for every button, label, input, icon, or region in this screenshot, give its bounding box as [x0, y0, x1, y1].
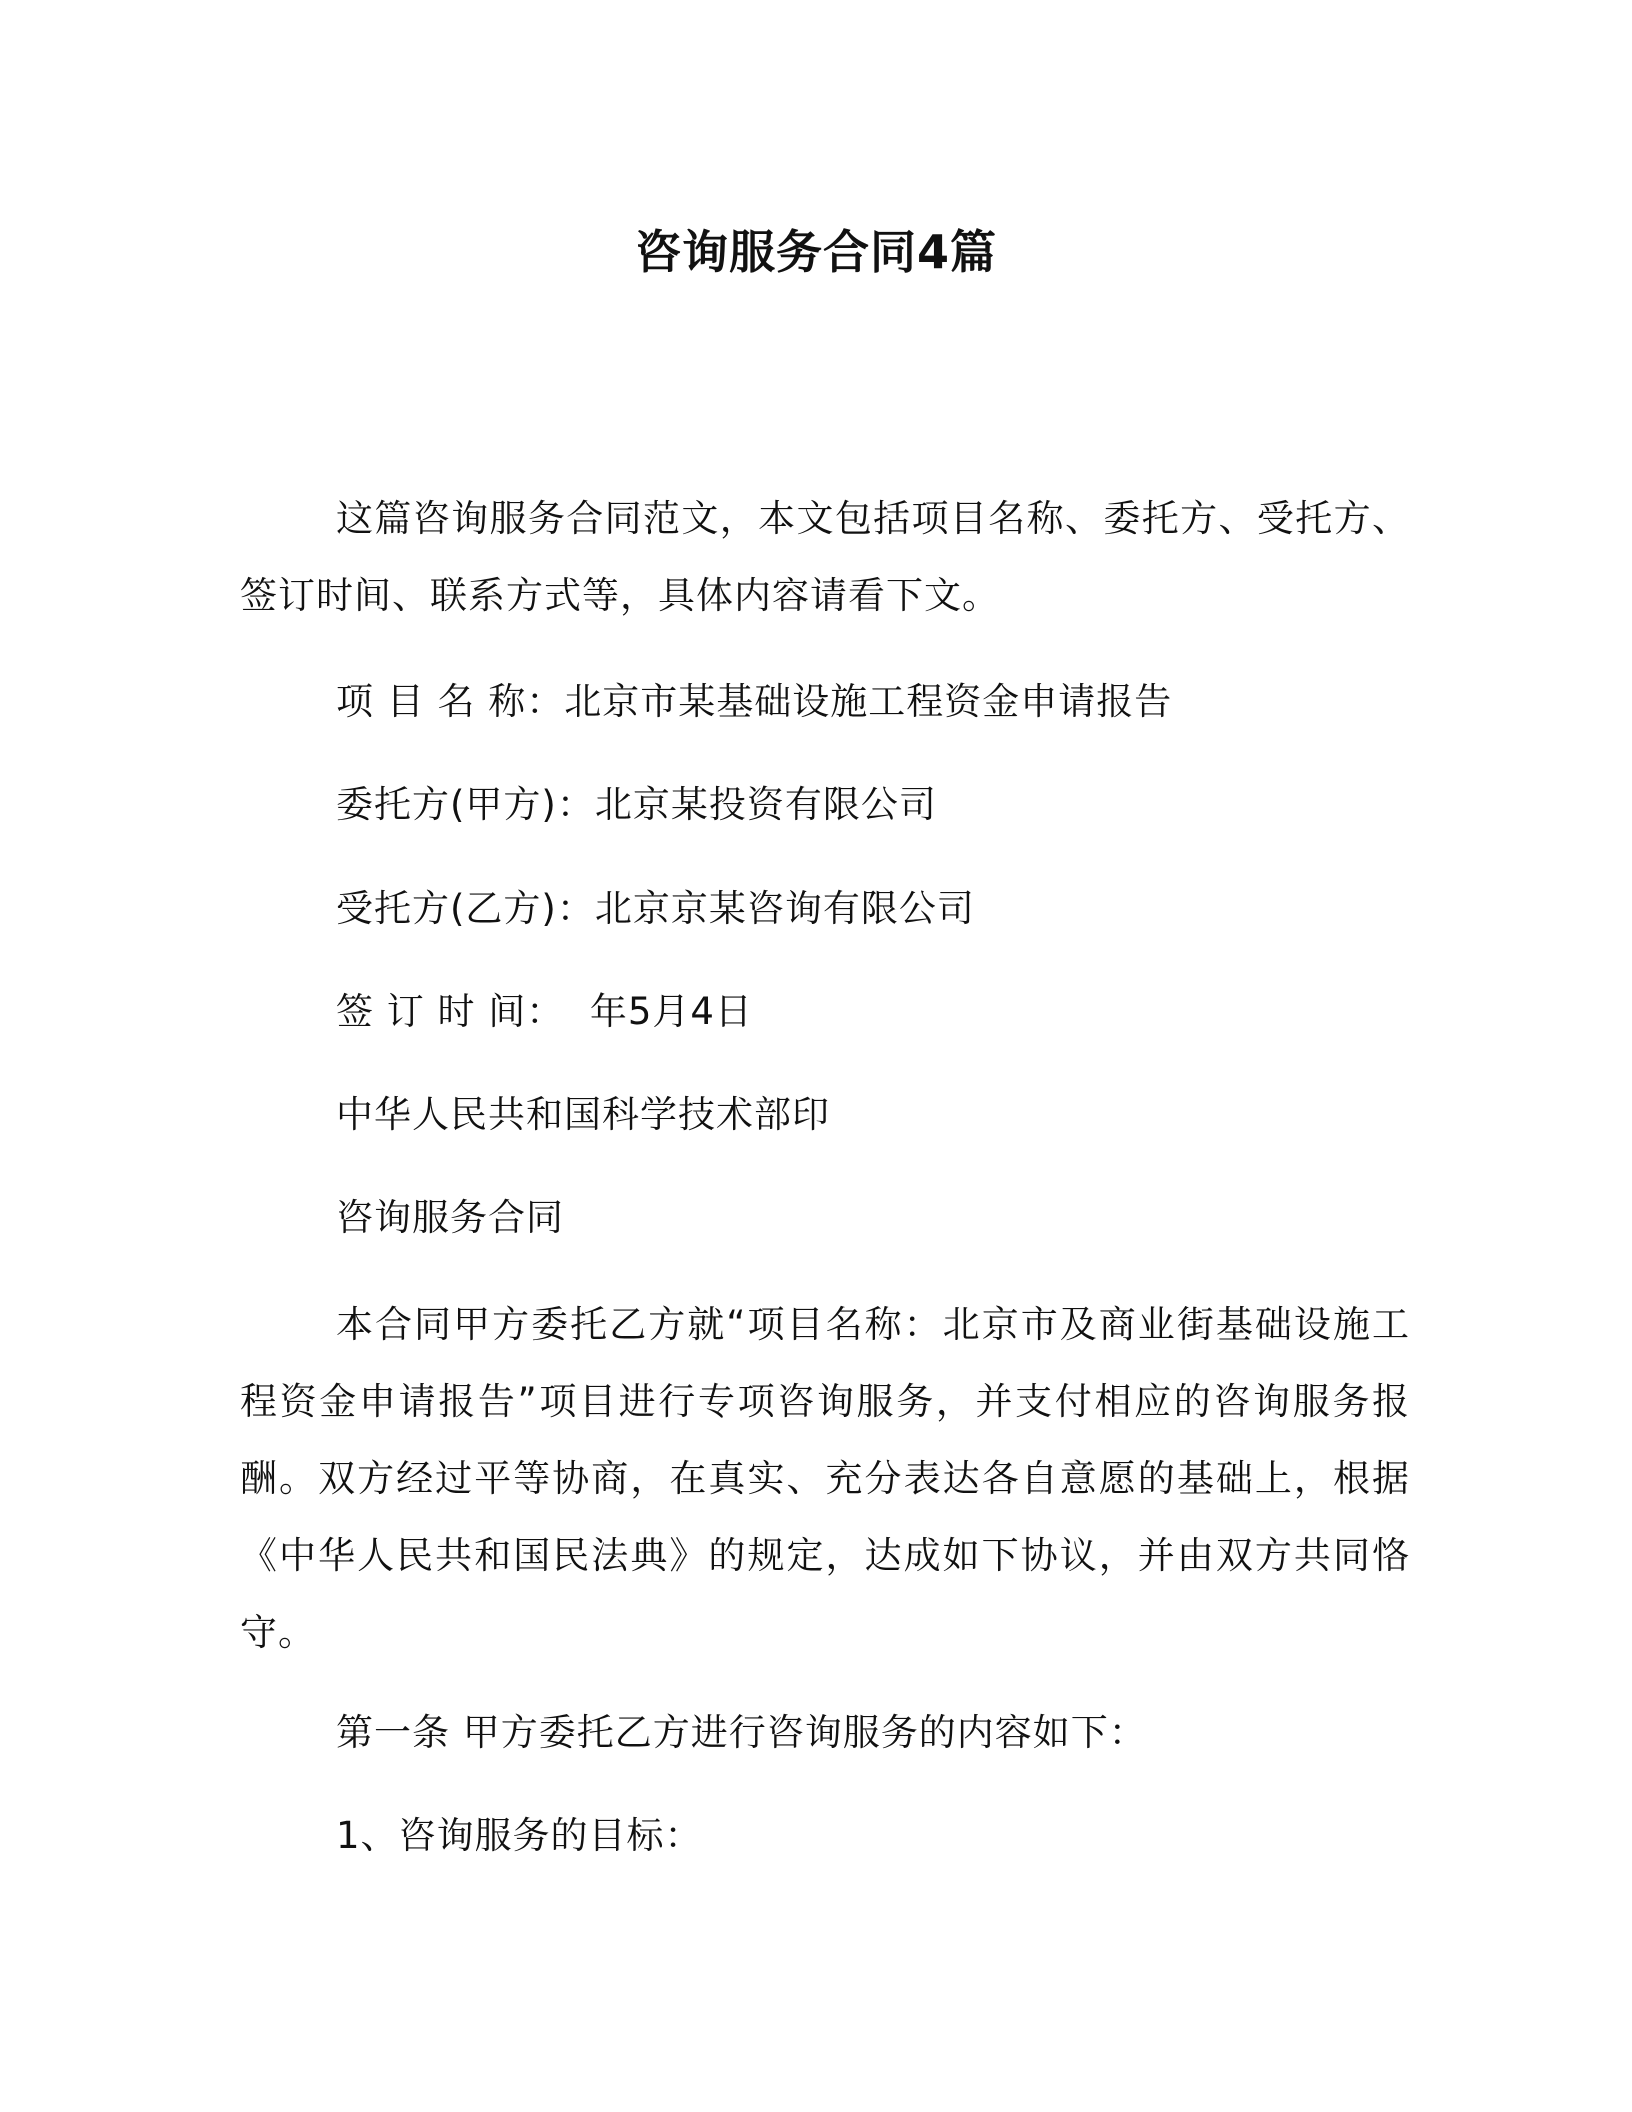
document-title: 咨询服务合同4篇 — [634, 225, 997, 279]
signing-date-label: 签 订 时 间： — [336, 990, 565, 1033]
item-one-line: 1、咨询服务的目标： — [336, 1814, 703, 1857]
signing-date-line — [336, 987, 753, 1037]
client-line — [336, 780, 937, 830]
article-one-heading: 第一条 甲方委托乙方进行咨询服务的内容如下： — [336, 1711, 1147, 1754]
trustee-label: 受托方(乙方)： — [336, 887, 595, 930]
trustee-line — [336, 884, 975, 934]
signing-date-value: 年5月4日 — [589, 990, 753, 1033]
issuer-line: 中华人民共和国科学技术部印 — [336, 1093, 830, 1136]
intro-paragraph: 这篇咨询服务合同范文，本文包括项目名称、委托方、受托方、签订时间、联系方式等，具体内容请看下文。 — [240, 497, 1410, 617]
client-label: 委托方(甲方)： — [336, 783, 595, 826]
contract-body-paragraph: 本合同甲方委托乙方就“项目名称：北京市及商业街基础设施工程资金申请报告”项目进行专项咨询服务，并支付相应的咨询服务报酬。双方经过平等协商，在真实、充分表达各自意愿的基础上，根据《中华人民共和国民法典》的规定，达成如下协议，并由双方共同恪守。 — [240, 1303, 1410, 1654]
contract-name-line: 咨询服务合同 — [336, 1196, 564, 1239]
project-name-line — [336, 677, 1172, 727]
project-name-value: 北京市某基础设施工程资金申请报告 — [564, 680, 1173, 723]
trustee-value: 北京京某咨询有限公司 — [594, 887, 975, 930]
client-value: 北京某投资有限公司 — [594, 783, 937, 826]
project-name-label: 项 目 名 称： — [336, 680, 565, 723]
